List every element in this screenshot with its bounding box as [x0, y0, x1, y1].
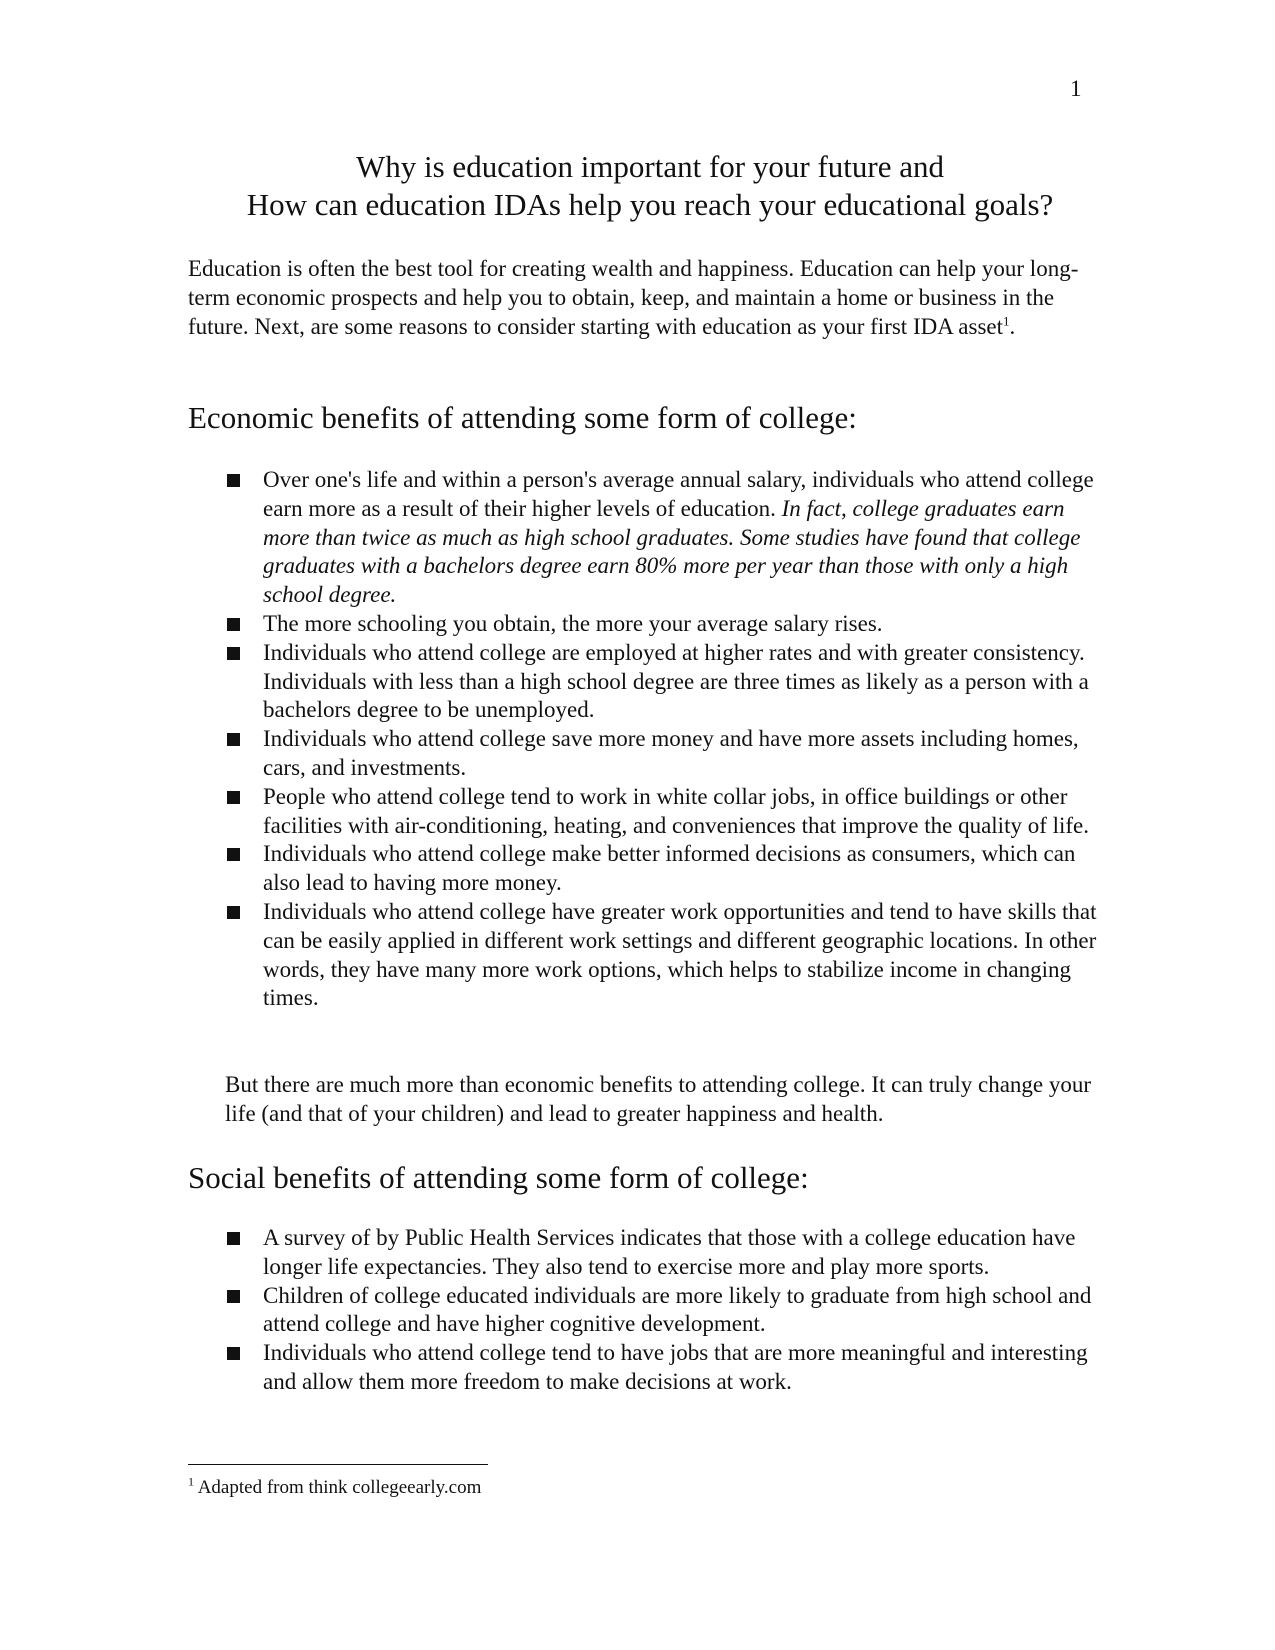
footnote-divider	[188, 1464, 488, 1465]
social-benefits-list	[225, 1224, 1105, 1397]
square-bullet-icon	[227, 647, 240, 660]
list-item-text: People who attend college tend to work in white collar jobs, in office buildings or other facilities with air-conditioning, heating, and conveniences that improve the quality of life.	[263, 783, 1090, 838]
square-bullet-icon	[227, 848, 240, 861]
list-item-text: A survey of by Public Health Services indicates that those with a college education have longer life expectancies. They also tend to exercise more and play more sports.	[263, 1225, 1076, 1279]
footnote-text: Adapted from think collegeearly.com	[194, 1477, 482, 1498]
list-item-text: Individuals who attend college have greater work opportunities and tend to have skills that can be easily applied in different work settings and different geographic locations. In other words, they have many more work options, which helps to stabilize income in changing times.	[263, 898, 1097, 1011]
square-bullet-icon	[227, 474, 240, 487]
list-item-text: The more schooling you obtain, the more your average salary rises.	[263, 610, 883, 636]
intro-text: Education is often the best tool for creating wealth and happiness. Education can help your long-term economic prospects and help you to obtain, keep, and maintain a home or business in the future. Next, are some reasons to consider starting with education as your first IDA asset	[188, 256, 1079, 339]
document-title	[150, 148, 1150, 224]
list-item	[225, 840, 1105, 898]
list-item-text: Individuals who attend college make better informed decisions as consumers, which can also lead to having more money.	[263, 841, 1076, 896]
intro-end: .	[1009, 314, 1016, 339]
square-bullet-icon	[227, 1290, 240, 1303]
list-item	[225, 725, 1105, 783]
list-item-text: Individuals who attend college save more money and have more assets including homes, cars, and investments.	[263, 726, 1079, 780]
transition-paragraph: But there are much more than economic benefits to attending college. It can truly change your life (and that of your children) and lead to greater happiness and health.	[225, 1072, 1092, 1126]
page-number: 1	[1070, 76, 1082, 101]
list-item-italic-text: In fact, college graduates earn more than twice as much as high school graduates. Some studies have found that college graduates with a bachelors degree earn 80% more per year than those with only a high school degree.	[263, 495, 1081, 608]
social-benefits-heading: Social benefits of attending some form of college:	[188, 1160, 809, 1195]
list-item	[225, 783, 1105, 841]
list-item	[225, 1339, 1105, 1397]
list-item	[225, 1282, 1105, 1340]
title-line-1: Why is education important for your future and	[356, 149, 944, 184]
footnote-marker: 1	[188, 1474, 194, 1489]
list-item	[225, 898, 1105, 1013]
square-bullet-icon	[227, 733, 240, 746]
economic-benefits-list	[225, 466, 1105, 1013]
intro-paragraph	[188, 254, 1108, 341]
list-item	[225, 610, 1105, 639]
list-item-text: Individuals who attend college are employed at higher rates and with greater consistency. Individuals with less than a high school degree are three times as likely as a person with a bachelors degree to be unemployed.	[263, 639, 1089, 723]
title-line-2: How can education IDAs help you reach your educational goals?	[246, 187, 1054, 222]
list-item-text: Over one's life and within a person's average annual salary, individuals who attend college earn more as a result of their higher levels of education.	[263, 467, 1094, 521]
square-bullet-icon	[227, 618, 240, 631]
economic-benefits-heading: Economic benefits of attending some form of college:	[188, 400, 857, 435]
list-item	[225, 639, 1105, 725]
square-bullet-icon	[227, 906, 240, 919]
square-bullet-icon	[227, 791, 240, 804]
square-bullet-icon	[227, 1347, 240, 1360]
square-bullet-icon	[227, 1232, 240, 1245]
list-item-text: Individuals who attend college tend to have jobs that are more meaningful and interesting and allow them more freedom to make decisions at work.	[263, 1340, 1088, 1394]
list-item-text: Children of college educated individuals are more likely to graduate from high school and attend college and have higher cognitive development.	[263, 1282, 1092, 1337]
list-item	[225, 466, 1105, 610]
list-item	[225, 1224, 1105, 1282]
footnote	[188, 1474, 482, 1499]
footnote-reference: 1	[1003, 313, 1010, 329]
